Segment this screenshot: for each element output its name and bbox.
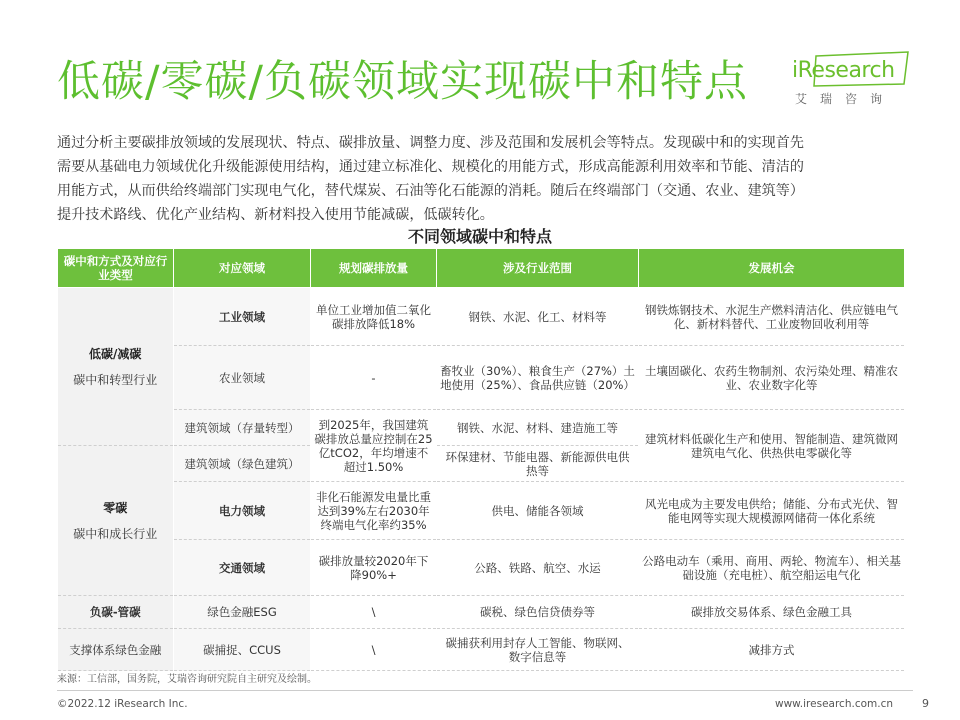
table-row [58,596,905,629]
domain-cell: 碳捕捉、CCUS [174,629,311,671]
iresearch-logo [792,50,912,108]
opportunities-cell: 公路电动车（乘用、商用、两轮、物流车）、相关基础设施（充电桩）、航空船运电气化 [639,540,905,596]
category-cell [58,446,174,596]
emission-cell: 到2025年，我国建筑碳排放总量应控制在25亿tCO2，年均增速不超过1.50% [311,410,437,482]
emission-cell: \ [311,629,437,671]
intro-paragraph [57,131,917,227]
emission-cell: 非化石能源发电量比重达到39%左右2030年终端电气化率约35% [311,482,437,540]
industries-cell: 碳税、绿色信贷债券等 [437,596,639,629]
table-row [58,540,905,596]
logo-subtitle: 艾瑞咨询 [795,92,896,106]
opportunities-cell: 土壤固碳化、农药生物制剂、农污染处理、精准农业、农业数字化等 [639,346,905,410]
industries-cell: 公路、铁路、航空、水运 [437,540,639,596]
table-caption: 不同领域碳中和特点 [407,227,552,246]
table-row [58,629,905,671]
opportunities-cell: 钢铁炼钢技术、水泥生产燃料清洁化、供应链电气化、新材料替代、工业废物回收利用等 [639,288,905,346]
page-title: 低碳/零碳/负碳领域实现碳中和特点 [57,57,748,107]
domain-cell: 建筑领域（存量转型） [174,410,311,446]
category-cell [58,288,174,446]
domain-cell: 交通领域 [174,540,311,596]
emission-cell: \ [311,596,437,629]
intro-line: 提升技术路线、优化产业结构、新材料投入使用节能减碳，低碳转化。 [57,207,494,223]
header-domain: 对应领域 [174,249,311,288]
intro-line: 需要从基础电力领域优化升级能源使用结构，通过建立标准化、规模化的用能方式，形成高能源利用效率和节能、清洁的 [57,159,804,175]
industries-cell: 碳捕获利用封存人工智能、物联网、数字信息等 [437,629,639,671]
emission-cell: 碳排放量较2020年下降90%+ [311,540,437,596]
industries-cell: 环保建材、节能电器、新能源供电供热等 [437,446,639,482]
header-emission: 规划碳排放量 [311,249,437,288]
domain-cell: 工业领域 [174,288,311,346]
category-sublabel: 碳中和转型行业 [73,372,158,387]
opportunities-cell: 减排方式 [639,629,905,671]
table-row [58,346,905,410]
table-header-row [58,249,905,288]
domain-cell: 建筑领域（绿色建筑） [174,446,311,482]
domain-cell: 农业领域 [174,346,311,410]
domain-cell: 电力领域 [174,482,311,540]
table-row [58,482,905,540]
industries-cell: 钢铁、水泥、化工、材料等 [437,288,639,346]
header-industries: 涉及行业范围 [437,249,639,288]
category-label: 低碳/减碳 [89,346,142,361]
logo-text: iResearch [792,58,895,83]
category-cell: 支撑体系绿色金融 [58,629,174,671]
opportunities-cell: 碳排放交易体系、绿色金融工具 [639,596,905,629]
intro-line: 用能方式，从而供给终端部门实现电气化，替代煤炭、石油等化石能源的消耗。随后在终端部门（交通、农业、建筑等） [57,183,804,199]
footer-divider [57,690,913,691]
opportunities-cell: 建筑材料低碳化生产和使用、智能制造、建筑微网建筑电气化、供热供电零碳化等 [639,410,905,482]
page-number: 9 [922,697,929,710]
footer-website: www.iresearch.com.cn [775,698,894,710]
intro-line: 通过分析主要碳排放领域的发展现状、特点、碳排放量、调整力度、涉及范围和发展机会等特点。发现碳中和的实现首先 [57,135,804,151]
header-opportunities: 发展机会 [639,249,905,288]
source-note: 来源：工信部，国务院，艾瑞咨询研究院自主研究及绘制。 [57,674,317,685]
domain-cell: 绿色金融ESG [174,596,311,629]
footer-copyright: ©2022.12 iResearch Inc. [57,698,188,710]
industries-cell: 畜牧业（30%）、粮食生产（27%）土地使用（25%）、食品供应链（20%） [437,346,639,410]
emission-cell: 单位工业增加值二氧化碳排放降低18% [311,288,437,346]
category-sublabel: 碳中和成长行业 [73,526,158,541]
header-category: 碳中和方式及对应行业类型 [58,249,174,288]
emission-cell: - [311,346,437,410]
carbon-neutral-table [57,248,905,671]
category-cell: 负碳-管碳 [58,596,174,629]
opportunities-cell: 风光电成为主要发电供给；储能、分布式光伏、智能电网等实现大规模源网储荷一体化系统 [639,482,905,540]
table-row [58,410,905,446]
industries-cell: 供电、储能各领域 [437,482,639,540]
table-row [58,288,905,346]
industries-cell: 钢铁、水泥、材料、建造施工等 [437,410,639,446]
category-label: 零碳 [103,500,128,515]
